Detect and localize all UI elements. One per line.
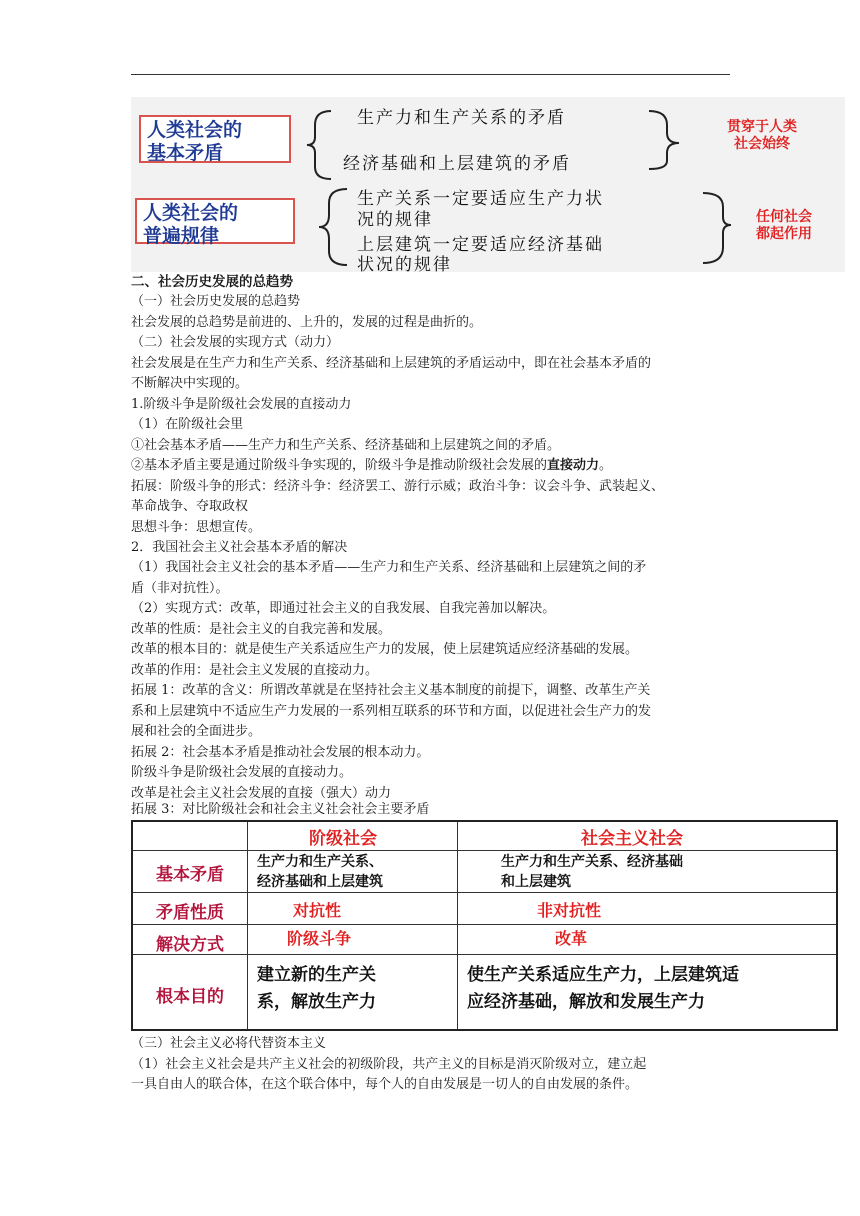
table-cell: 使生产关系适应生产力，上层建筑适 应经济基础，解放和发展生产力 (467, 965, 739, 1012)
universal-law-box: 人类社会的 普遍规律 (135, 198, 295, 244)
text-line: 拓展 1：改革的含义：所谓改革就是在坚持社会主义基本制度的前提下，调整、改革生产关 (131, 683, 651, 698)
contradiction-diagram (131, 97, 845, 275)
text-line: （一）社会历史发展的总趋势 (131, 294, 301, 309)
row-header: 解决方式 (156, 935, 224, 955)
text-line: （三）社会主义必将代替资本主义 (131, 1036, 327, 1051)
diagram-item: 生产关系一定要适应生产力状 (357, 189, 604, 209)
table-cell: 生产力和生产关系、 经济基础和上层建筑 (257, 854, 383, 890)
text-line: 拓展 2：社会基本矛盾是推动社会发展的根本动力。 (131, 745, 430, 760)
row-header: 基本矛盾 (156, 865, 224, 885)
text-line: 社会发展是在生产力和生产关系、经济基础和上层建筑的矛盾运动中，即在社会基本矛盾的 (131, 356, 652, 371)
basic-contradiction-box: 人类社会的 基本矛盾 (139, 115, 291, 163)
text-line: 改革是社会主义社会发展的直接（强大）动力 (131, 786, 392, 801)
diagram-item: 况的规律 (357, 210, 433, 230)
row-header: 矛盾性质 (156, 903, 224, 923)
diagram-item: 生产力和生产关系的矛盾 (357, 108, 566, 128)
diagram-item: 状况的规律 (357, 255, 452, 275)
table-cell: 生产力和生产关系、经济基础 和上层建筑 (501, 854, 683, 890)
text-line: （1）我国社会主义社会的基本矛盾——生产力和生产关系、经济基础和上层建筑之间的矛 (131, 560, 647, 575)
text-line: 一具自由人的联合体，在这个联合体中，每个人的自由发展是一切人的自由发展的条件。 (131, 1077, 639, 1092)
row-header: 根本目的 (156, 987, 224, 1007)
table-cell: 非对抗性 (537, 901, 602, 920)
text-line: 展和社会的全面进步。 (131, 724, 262, 739)
text-line: （二）社会发展的实现方式（动力） (131, 335, 340, 350)
diagram-note: 贯穿于人类 社会始终 (727, 119, 797, 152)
diagram-item: 上层建筑一定要适应经济基础 (357, 235, 604, 255)
text-line: 拓展：阶级斗争的形式：经济斗争：经济罢工、游行示威；政治斗争：议会斗争、武装起义、 (131, 479, 665, 494)
text-line: 革命战争、夺取政权 (131, 499, 249, 514)
text-line: 改革的根本目的：就是使生产关系适应生产力的发展，使上层建筑适应经济基础的发展。 (131, 642, 639, 657)
text-line: （2）实现方式：改革，即通过社会主义的自我发展、自我完善加以解决。 (131, 601, 556, 616)
text-line: 思想斗争：思想宣传。 (131, 520, 262, 535)
comparison-table (131, 820, 838, 1031)
text-line: （1）在阶级社会里 (131, 417, 244, 432)
table-cell: 阶级斗争 (287, 929, 352, 948)
text-line: 1.阶级斗争是阶级社会发展的直接动力 (131, 397, 352, 412)
text-line: 不断解决中实现的。 (131, 376, 249, 391)
section-heading: 二、社会历史发展的总趋势 (131, 274, 293, 290)
text-line: ①社会基本矛盾——生产力和生产关系、经济基础和上层建筑之间的矛盾。 (131, 438, 561, 453)
text-line: 2．我国社会主义社会基本矛盾的解决 (131, 540, 348, 555)
text-line: ②基本矛盾主要是通过阶级斗争实现的，阶级斗争是推动阶级社会发展的直接动力。 (131, 458, 613, 473)
text-line: （1）社会主义社会是共产主义社会的初级阶段，共产主义的目标是消灭阶级对立，建立起 (131, 1057, 647, 1072)
diagram-note: 任何社会 都起作用 (756, 209, 812, 242)
emphasis-text: 直接动力 (547, 458, 600, 473)
text-line: 改革的性质：是社会主义的自我完善和发展。 (131, 622, 392, 637)
text-line: 盾（非对抗性）。 (131, 581, 229, 596)
table-cell: 对抗性 (293, 901, 342, 920)
header-rule (131, 74, 730, 75)
column-header: 阶级社会 (309, 829, 377, 849)
table-cell: 建立新的生产关 系，解放生产力 (257, 965, 376, 1012)
text-line: 改革的作用：是社会主义发展的直接动力。 (131, 663, 379, 678)
text-line: 系和上层建筑中不适应生产力发展的一系列相互联系的环节和方面，以促进社会生产力的发 (131, 704, 652, 719)
column-header: 社会主义社会 (581, 829, 683, 849)
diagram-item: 经济基础和上层建筑的矛盾 (343, 154, 571, 174)
table-cell: 改革 (555, 929, 588, 948)
text-line: 阶级斗争是阶级社会发展的直接动力。 (131, 765, 353, 780)
text-line: 拓展 3：对比阶级社会和社会主义社会社会主要矛盾 (131, 802, 430, 817)
text-line: 社会发展的总趋势是前进的、上升的，发展的过程是曲折的。 (131, 315, 483, 330)
